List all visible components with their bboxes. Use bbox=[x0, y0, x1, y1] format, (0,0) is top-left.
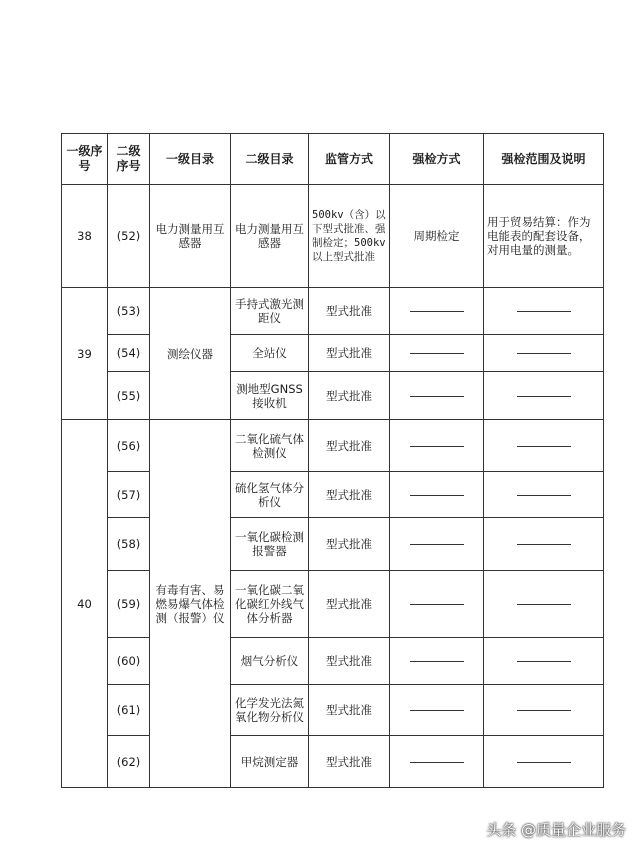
verification-cell bbox=[390, 685, 484, 736]
dash-mark bbox=[410, 661, 464, 662]
scope-cell bbox=[484, 518, 604, 571]
verification-cell bbox=[390, 736, 484, 788]
supervision-cell: 型式批准 bbox=[309, 685, 390, 736]
dash-mark bbox=[517, 762, 571, 763]
dash-mark bbox=[410, 311, 464, 312]
supervision-cell: 型式批准 bbox=[309, 736, 390, 788]
dash-mark bbox=[517, 446, 571, 447]
level2-seq-cell: (62) bbox=[108, 736, 150, 788]
level2-catalog-cell: 硫化氢气体分析仪 bbox=[231, 472, 309, 518]
header-verification-mode: 强检方式 bbox=[390, 134, 484, 185]
supervision-cell: 型式批准 bbox=[309, 335, 390, 372]
header-level2-seq: 二级序号 bbox=[108, 134, 150, 185]
verification-cell bbox=[390, 288, 484, 335]
level2-seq-cell: (53) bbox=[108, 288, 150, 335]
level2-seq-cell: (54) bbox=[108, 335, 150, 372]
scope-cell: 用于贸易结算：作为电能表的配套设备，对用电量的测量。 bbox=[484, 185, 604, 288]
level2-seq-cell: (61) bbox=[108, 685, 150, 736]
level2-seq-cell: (56) bbox=[108, 420, 150, 472]
scope-cell bbox=[484, 638, 604, 685]
header-level1-catalog: 一级目录 bbox=[150, 134, 231, 185]
level2-seq-cell: (60) bbox=[108, 638, 150, 685]
verification-cell bbox=[390, 372, 484, 420]
table-row bbox=[62, 638, 604, 685]
supervision-cell: 型式批准 bbox=[309, 372, 390, 420]
dash-mark bbox=[410, 446, 464, 447]
level1-seq-cell: 39 bbox=[62, 288, 108, 420]
dash-mark bbox=[517, 495, 571, 496]
level1-catalog-cell: 有毒有害、易燃易爆气体检测（报警）仪 bbox=[150, 420, 231, 788]
verification-cell bbox=[390, 472, 484, 518]
table-row bbox=[62, 420, 604, 472]
dash-mark bbox=[517, 661, 571, 662]
header-supervision-mode: 监管方式 bbox=[309, 134, 390, 185]
dash-mark bbox=[410, 353, 464, 354]
level2-catalog-cell: 烟气分析仪 bbox=[231, 638, 309, 685]
table-row bbox=[62, 185, 604, 288]
supervision-cell: 型式批准 bbox=[309, 571, 390, 638]
verification-cell bbox=[390, 335, 484, 372]
supervision-cell: 型式批准 bbox=[309, 288, 390, 335]
dash-mark bbox=[517, 710, 571, 711]
dash-mark bbox=[410, 495, 464, 496]
level2-catalog-cell: 化学发光法氮氧化物分析仪 bbox=[231, 685, 309, 736]
scope-cell bbox=[484, 288, 604, 335]
supervision-cell: 500kv（含）以下型式批准、强制检定；500kv 以上型式批准 bbox=[309, 185, 390, 288]
dash-mark bbox=[410, 762, 464, 763]
level2-catalog-cell: 手持式激光测距仪 bbox=[231, 288, 309, 335]
verification-cell bbox=[390, 518, 484, 571]
level2-catalog-cell: 一氧化碳二氧化碳红外线气体分析器 bbox=[231, 571, 309, 638]
level2-seq-cell: (59) bbox=[108, 571, 150, 638]
table-row bbox=[62, 736, 604, 788]
supervision-cell: 型式批准 bbox=[309, 518, 390, 571]
level2-catalog-cell: 甲烷测定器 bbox=[231, 736, 309, 788]
regulation-table bbox=[61, 133, 604, 788]
level2-catalog-cell: 全站仪 bbox=[231, 335, 309, 372]
supervision-cell: 型式批准 bbox=[309, 638, 390, 685]
verification-cell bbox=[390, 571, 484, 638]
supervision-cell: 型式批准 bbox=[309, 420, 390, 472]
level2-catalog-cell: 一氧化碳检测报警器 bbox=[231, 518, 309, 571]
dash-mark bbox=[410, 710, 464, 711]
table-row bbox=[62, 372, 604, 420]
table-row bbox=[62, 685, 604, 736]
supervision-cell: 型式批准 bbox=[309, 472, 390, 518]
watermark: 头条 @质量企业服务 bbox=[486, 821, 626, 839]
level2-seq-cell: (57) bbox=[108, 472, 150, 518]
dash-mark bbox=[517, 353, 571, 354]
table-row bbox=[62, 288, 604, 335]
dash-mark bbox=[410, 396, 464, 397]
verification-cell bbox=[390, 420, 484, 472]
table-row bbox=[62, 335, 604, 372]
table-row bbox=[62, 571, 604, 638]
header-row bbox=[62, 134, 604, 185]
level2-seq-cell: (58) bbox=[108, 518, 150, 571]
level1-seq-cell: 40 bbox=[62, 420, 108, 788]
dash-mark bbox=[410, 544, 464, 545]
level2-seq-cell: (55) bbox=[108, 372, 150, 420]
dash-mark bbox=[517, 396, 571, 397]
dash-mark bbox=[517, 544, 571, 545]
header-level1-seq: 一级序号 bbox=[62, 134, 108, 185]
scope-cell bbox=[484, 472, 604, 518]
level2-catalog-cell: 电力测量用互感器 bbox=[231, 185, 309, 288]
level2-catalog-cell: 二氧化硫气体检测仪 bbox=[231, 420, 309, 472]
level2-catalog-cell: 测地型GNSS接收机 bbox=[231, 372, 309, 420]
dash-mark bbox=[410, 604, 464, 605]
table-row bbox=[62, 472, 604, 518]
scope-cell bbox=[484, 685, 604, 736]
level1-catalog-cell: 电力测量用互感器 bbox=[150, 185, 231, 288]
level1-catalog-cell: 测绘仪器 bbox=[150, 288, 231, 420]
scope-cell bbox=[484, 420, 604, 472]
verification-cell: 周期检定 bbox=[390, 185, 484, 288]
scope-cell bbox=[484, 335, 604, 372]
level1-seq-cell: 38 bbox=[62, 185, 108, 288]
header-scope-description: 强检范围及说明 bbox=[484, 134, 604, 185]
header-level2-catalog: 二级目录 bbox=[231, 134, 309, 185]
scope-cell bbox=[484, 372, 604, 420]
dash-mark bbox=[517, 604, 571, 605]
dash-mark bbox=[517, 311, 571, 312]
verification-cell bbox=[390, 638, 484, 685]
level2-seq-cell: (52) bbox=[108, 185, 150, 288]
scope-cell bbox=[484, 736, 604, 788]
scope-cell bbox=[484, 571, 604, 638]
table-row bbox=[62, 518, 604, 571]
